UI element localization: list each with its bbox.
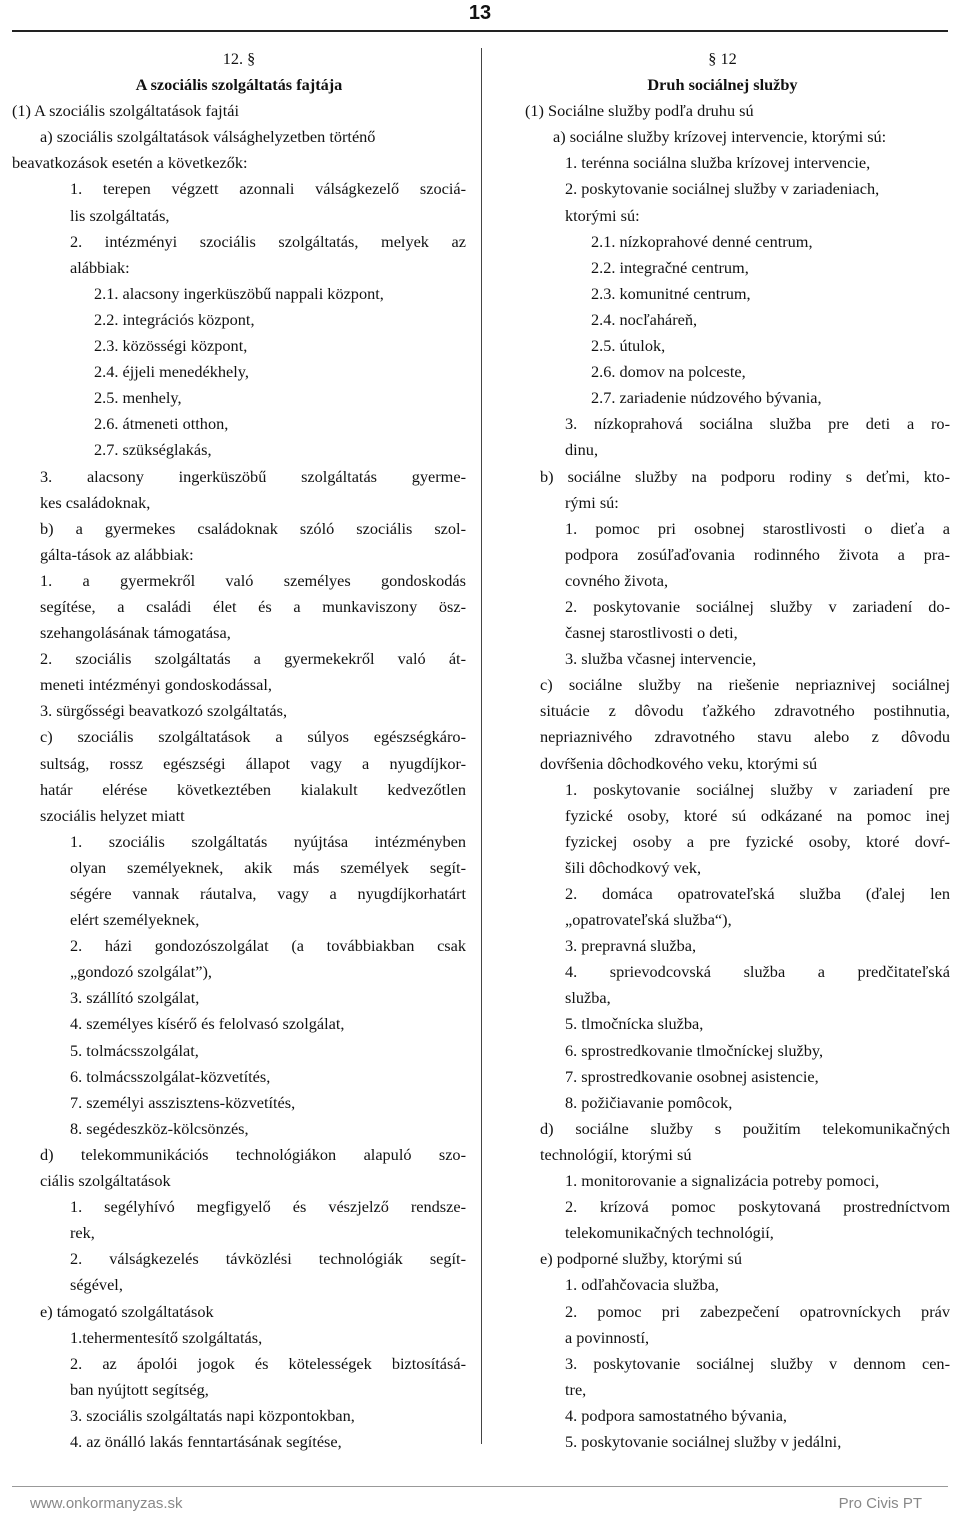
sk-text-line: 2. domáca opatrovateľská služba (ďalej len (565, 884, 950, 903)
sk-text-line: 2. krízová pomoc poskytovaná prostredníctvom (565, 1197, 950, 1217)
sk-text-line: e) podporné služby, ktorými sú (540, 1249, 742, 1269)
sk-text-line: „opatrovateľská služba“), (565, 910, 732, 930)
sk-text-line: Druh sociálnej služby (647, 75, 798, 95)
hu-text-line: 2.7. szükséglakás, (94, 440, 212, 460)
hu-text-line: (1) A szociális szolgáltatások fajtái (12, 101, 239, 121)
hu-text-line: e) támogató szolgáltatások (40, 1301, 214, 1321)
sk-text-line: 1. pomoc pri osobnej starostlivosti o dieťa a (565, 518, 950, 538)
sk-text-line: 2.4. nocľaháreň, (591, 309, 698, 329)
hu-text-line: A szociális szolgáltatás fajtája (135, 75, 343, 95)
hu-text-line: 2.2. integrációs központ, (94, 309, 255, 329)
hu-text-line: 2. az ápolói jogok és kötelességek biztosításá- (70, 1353, 466, 1373)
hu-text-line: b) a gyermekes családoknak szóló szociális szol- (40, 518, 466, 538)
sk-text-line: fyzické osoby, ktoré sú odkázané na pomoc inej (565, 805, 950, 825)
hu-text-line: ségére vannak ráutalva, vagy a nyugdíjkorhatárt (70, 884, 466, 903)
sk-text-line: 2.6. domov na polceste, (591, 362, 746, 382)
hu-text-line: 1. szociális szolgáltatás nyújtása intézményben (70, 831, 466, 851)
footer-publisher: Pro Civis PT (838, 1495, 922, 1512)
hu-text-line: 4. az önálló lakás fenntartásának segítése, (70, 1431, 342, 1451)
sk-text-line: a povinností, (565, 1327, 650, 1347)
hu-text-line: d) telekommunikációs technológiákon alapuló szo- (40, 1144, 466, 1164)
hu-text-line: elért személyeknek, (70, 910, 200, 930)
hu-text-line: olyan személyeknek, akik más személyek segít- (70, 857, 466, 877)
hu-text-line: kes családoknak, (40, 492, 151, 512)
top-rule (12, 30, 948, 32)
sk-text-line: 5. poskytovanie sociálnej služby v jedálni, (565, 1431, 842, 1451)
hu-text-line: 5. tolmácsszolgálat, (70, 1040, 199, 1060)
hu-text-line: gálta-tások az alábbiak: (40, 544, 194, 564)
hu-text-line: 3. szociális szolgáltatás napi központokban, (70, 1405, 355, 1425)
hu-text-line: 4. személyes kísérő és felolvasó szolgálat, (70, 1014, 345, 1034)
hu-text-line: határ elérése következtében kialakult kedvezőtlen (40, 779, 466, 799)
sk-text-line: 2. poskytovanie sociálnej služby v zariadení do- (565, 596, 950, 616)
hu-text-line: 2. szociális szolgáltatás a gyermekekről való át- (40, 649, 466, 669)
hu-text-line: rek, (70, 1223, 95, 1243)
page-number: 13 (468, 2, 492, 24)
hu-text-line: 2. válságkezelés távközlési technológiák segít- (70, 1249, 466, 1269)
hu-text-line: 2.4. éjjeli menedékhely, (94, 362, 249, 382)
sk-text-line: 3. poskytovanie sociálnej služby v dennom cen- (565, 1353, 950, 1373)
sk-text-line: 1. odľahčovacia služba, (565, 1275, 719, 1295)
sk-text-line: 2.3. komunitné centrum, (591, 283, 751, 303)
sk-text-line: 2.1. nízkoprahové denné centrum, (591, 231, 813, 251)
hu-text-line: 1. terepen végzett azonnali válságkezelő szociá- (70, 179, 466, 199)
sk-text-line: 1. poskytovanie sociálnej služby v zariadení pre (565, 779, 950, 799)
hu-text-line: segítése, a családi élet és a munkaviszony ösz- (40, 596, 466, 616)
hu-text-line: 8. segédeszköz-kölcsönzés, (70, 1118, 249, 1138)
hu-text-line: 3. szállító szolgálat, (70, 988, 200, 1008)
sk-text-line: 6. sprostredkovanie tlmočníckej služby, (565, 1040, 824, 1060)
sk-text-line: podpora zosúľaďovania rodinného života a pra- (565, 544, 950, 564)
hu-text-line: 2.5. menhely, (94, 388, 182, 408)
sk-text-line: 3. nízkoprahová sociálna služba pre deti a ro- (565, 414, 950, 434)
sk-text-line: 2. pomoc pri zabezpečení opatrovníckych práv (565, 1301, 950, 1321)
sk-text-line: nepriaznivého zdravotného stavu alebo z dôvodu (540, 727, 950, 747)
hu-text-line: 3. sürgősségi beavatkozó szolgáltatás, (40, 701, 288, 721)
sk-text-line: časnej starostlivosti o deti, (565, 623, 738, 643)
hu-text-line: 7. személyi asszisztens-közvetítés, (70, 1092, 296, 1112)
sk-text-line: dovŕšenia dôchodkového veku, ktorými sú (540, 753, 818, 773)
sk-text-line: tre, (565, 1379, 587, 1399)
hu-text-line: alábbiak: (70, 257, 130, 277)
sk-text-line: 1. terénna sociálna služba krízovej intervencie, (565, 153, 871, 173)
hu-text-line: ban nyújtott segítség, (70, 1379, 209, 1399)
hu-text-line: „gondozó szolgálat”), (70, 962, 212, 982)
sk-text-line: (1) Sociálne služby podľa druhu sú (525, 101, 754, 121)
sk-text-line: 3. služba včasnej intervencie, (565, 649, 757, 669)
hu-text-line: sultság, rossz egészségi állapot vagy a nyugdíjkor- (40, 753, 466, 773)
hu-text-line: 2.3. közösségi központ, (94, 336, 248, 356)
hu-text-line: 1. segélyhívó megfigyelő és vészjelző rendsze- (70, 1197, 466, 1217)
sk-text-line: § 12 (708, 49, 737, 68)
sk-text-line: d) sociálne služby s použitím telekomunikačných (540, 1118, 950, 1138)
sk-text-line: telekomunikačných technológií, (565, 1223, 774, 1243)
sk-text-line: dinu, (565, 440, 599, 460)
hu-text-line: 1.tehermentesítő szolgáltatás, (70, 1327, 263, 1347)
hu-text-line: a) szociális szolgáltatások válsághelyzetben történő (40, 127, 376, 147)
hu-text-line: 2.6. átmeneti otthon, (94, 414, 229, 434)
sk-text-line: c) sociálne služby na riešenie nepriaznivej sociálnej (540, 675, 950, 695)
sk-text-line: 2.5. útulok, (591, 336, 666, 356)
sk-text-line: 3. prepravná služba, (565, 936, 697, 956)
sk-text-line: 8. požičiavanie pomôcok, (565, 1092, 733, 1112)
sk-text-line: situácie z dôvodu ťažkého zdravotného postihnutia, (540, 701, 950, 721)
hu-text-line: ciális szolgáltatások (40, 1171, 171, 1191)
sk-text-line: a) sociálne služby krízovej intervencie, ktorými sú: (553, 127, 887, 147)
sk-text-line: ktorými sú: (565, 205, 640, 225)
hu-text-line: c) szociális szolgáltatások a súlyos egészségkáro- (40, 727, 466, 747)
sk-text-line: covného života, (565, 570, 669, 590)
hu-text-line: 6. tolmácsszolgálat-közvetítés, (70, 1066, 271, 1086)
sk-text-line: 2. poskytovanie sociálnej služby v zariadeniach, (565, 179, 880, 199)
sk-text-line: šili dôchodkový vek, (565, 857, 702, 877)
sk-text-line: b) sociálne služby na podporu rodiny s deťmi, kto- (540, 466, 950, 486)
hu-text-line: ségével, (70, 1275, 123, 1295)
sk-text-line: 2.7. zariadenie núdzového bývania, (591, 388, 822, 408)
hu-text-line: lis szolgáltatás, (70, 205, 170, 225)
sk-text-line: služba, (565, 988, 611, 1008)
footer-website: www.onkormanyzas.sk (30, 1495, 183, 1512)
hu-text-line: beavatkozások esetén a következők: (12, 153, 248, 173)
hu-text-line: 2. házi gondozószolgálat (a továbbiakban csak (70, 936, 466, 956)
slovak-column (495, 46, 950, 1455)
sk-text-line: 5. tlmočnícka služba, (565, 1014, 704, 1034)
sk-text-line: 7. sprostredkovanie osobnej asistencie, (565, 1066, 819, 1086)
hu-text-line: 1. a gyermekről való személyes gondoskodás (40, 570, 466, 590)
hungarian-column (12, 46, 466, 1455)
hu-text-line: meneti intézményi gondoskodással, (40, 675, 272, 695)
column-divider (481, 48, 482, 1444)
sk-text-line: 4. sprievodcovská služba a predčitateľská (565, 962, 950, 982)
hu-text-line: szociális helyzet miatt (40, 805, 185, 825)
hu-text-line: 3. alacsony ingerküszöbű szolgáltatás gyerme- (40, 466, 466, 486)
sk-text-line: 2.2. integračné centrum, (591, 257, 749, 277)
footer-rule (12, 1486, 948, 1487)
sk-text-line: 1. monitorovanie a signalizácia potreby pomoci, (565, 1171, 880, 1191)
sk-text-line: rými sú: (565, 492, 619, 512)
sk-text-line: technológií, ktorými sú (540, 1144, 692, 1164)
sk-text-line: fyzickej osoby a pre fyzické osoby, ktoré dovŕ- (565, 831, 950, 851)
hu-text-line: 2. intézményi szociális szolgáltatás, melyek az (70, 231, 466, 251)
hu-text-line: 2.1. alacsony ingerküszöbű nappali központ, (94, 283, 384, 303)
hu-text-line: 12. § (222, 49, 256, 68)
hu-text-line: szehangolásának támogatása, (40, 623, 231, 643)
sk-text-line: 4. podpora samostatného bývania, (565, 1405, 788, 1425)
